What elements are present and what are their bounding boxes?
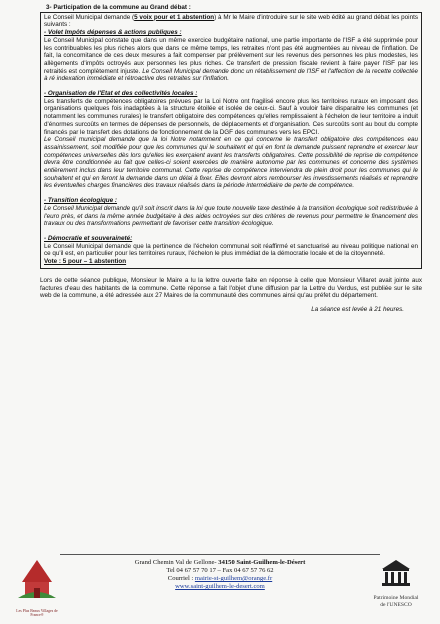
intro-text: Le Conseil Municipal demande (: [44, 13, 135, 21]
intro-text-end: ) à Mr le Maire d'introduire sur le site web édité au grand débat les points suivants :: [44, 13, 418, 29]
spacer: [44, 83, 418, 90]
section-intro: [44, 14, 418, 29]
phone-line: Tel 04 67 57 70 17 – Fax 04 67 57 76 62: [166, 567, 274, 574]
plus-beaux-villages-logo: [12, 556, 62, 618]
closing-paragraph: Lors de cette séance publique, Monsieur le Maire a lu la lettre ouverte faite en réponse à celle que Monsieur Villaret avait jointe aux factures d'eau des habitants de la commune. Cette réponse a fait l'objet d'une diffusion par la Lettre du Verdus, est publiée sur le site web de la commune, a été adressée aux 27 Maires de la communauté des communes ainsi qu'au préfet du département.: [40, 276, 422, 300]
logo-left-text: Les Plus Beaux Villages de France®: [16, 609, 58, 618]
block-heading-organisation: - Organisation de l'Etat et des collectivités locales :: [44, 90, 198, 98]
block-body-democratie: Le Conseil Municipal demande que la pertinence de l'échelon communal soit réaffirmé et sanctuarisé au niveau politique national en ce qu'il est, en particulier pour les territoires ruraux, l'échelon le plus immédiat de la démocratie locale et de la citoyenneté.: [44, 242, 418, 258]
spacer: [44, 228, 418, 235]
minutes-content: [40, 4, 422, 314]
email-link[interactable]: mairie-st-guilhem@orange.fr: [194, 575, 273, 582]
footer-divider: [60, 554, 380, 555]
section-box: [40, 12, 422, 269]
footer: [0, 552, 440, 624]
address-line: [70, 559, 370, 567]
block-heading-democratie: - Démocratie et souveraineté:: [44, 234, 133, 242]
unesco-line2: de l'UNESCO: [380, 601, 412, 608]
block-body-impots: [44, 37, 418, 83]
website-link[interactable]: www.saint-guilhem-le-desert.com: [175, 583, 265, 590]
block-heading-impots: - Volet Impôts dépenses & actions publiques :: [44, 29, 182, 37]
email-line: [70, 575, 370, 583]
block-heading-ecologie: - Transition écologique :: [44, 197, 118, 205]
vote-result: Vote : 5 pour – 1 abstention: [44, 258, 127, 266]
block-body-organisation: Les transferts de compétences obligatoires prévues par la Loi Notre ont fragilisé encore plus les territoires ruraux en imposant des organisations quelques fois inadaptées à la structure étoilée et isolée de ceux-ci. Sauf à vouloir faire disparaitre les communes (et notamment les communes rurales) le transfert obligatoire des compétences qu'elles remplissaient à l'échelon de leur territoire a induit d'énormes surcoûts en termes de dépenses de personnels, de déplacements et d'organisation. Ces surcoûts sont au bout du compte financés par le transfert des dotations de fonctionnement de la DGF des communes vers les EPCI.: [44, 97, 418, 136]
spacer: [44, 190, 418, 197]
unesco-logo: [362, 556, 430, 620]
email-label: Courriel :: [167, 575, 195, 582]
section-title: 3- Participation de la commune au Grand débat :: [46, 4, 191, 11]
unesco-emblem-icon: [379, 556, 413, 590]
footer-address: [70, 559, 370, 591]
address-city: 34150 Saint-Guilhem-le-Désert: [218, 559, 306, 566]
block-italic-organisation: Le Conseil municipal demande que la loi Notre notamment en ce qui concerne le transfert obligatoire des compétences eau assainissement, soit modifiée pour que les communes qui le souhaitent et qui en font la demande puissent reprendre et exercer leur compétences universelles dès lors qu'elles les exerçaient avant les transferts obligatoires. Cette possibilité de reprise de compétence devra être conditionnée au fait que celles-ci soient exercées de manière autonome par les communes et concerne des systèmes entièrement inclus dans leur territoire communal. Cette reprise de compétence interviendra de plein droit pour les communes qui le souhaitent et qui en feront la demande dans un délai à fixer. Elles devront alors rembourser les investissements réalisés et reprendre les éventuelles charges financières des travaux réalisés dans la période intermédiaire de perte de compétence.: [44, 136, 418, 190]
intro-vote: 5 voix pour et 1 abstention: [134, 13, 215, 21]
unesco-line1: Patrimoine Mondial: [373, 595, 419, 601]
block-italic-text: Le Conseil Municipal demande donc un rétablissement de l'ISF et l'affection de la recette collectée à ré indexation immédiate et rétroactive des retraites sur l'inflation.: [44, 67, 418, 83]
seance-end: La séance est levée à 21 heures.: [311, 305, 404, 313]
block-italic-ecologie: Le Conseil Municipal demande qu'il soit inscrit dans la loi que toute nouvelle taxe destinée à la transition écologique soit redistribuée à l'euro près, et dans la même année budgétaire à des aides octroyées sur des critères de revenus pour permettre le financement des travaux ou des transformations permettant de favoriser cette transition écologique.: [44, 204, 418, 228]
address-street: Grand Chemin Val de Gellone-: [134, 559, 219, 566]
closing-section: [40, 277, 422, 300]
block-body-text: Le Conseil Municipal constate que dans un même exercice budgétaire national, une partie importante de l'ISF a été supprimée pour les contribuables les plus riches alors que dans ce même temps, les retraites n'ont pas été augmentées au niveau de l'inflation. De fait, la concomitance de ces deux mesures a fait compenser par prélèvement sur les revenus des personnes les plus modestes, les allègements d'impôts octroyés aux personnes les plus riches. Ce transfert de pression fiscale revient à faire payer l'ISF par les retraités est complètement injuste.: [44, 36, 418, 75]
village-logo-icon: [12, 556, 62, 604]
